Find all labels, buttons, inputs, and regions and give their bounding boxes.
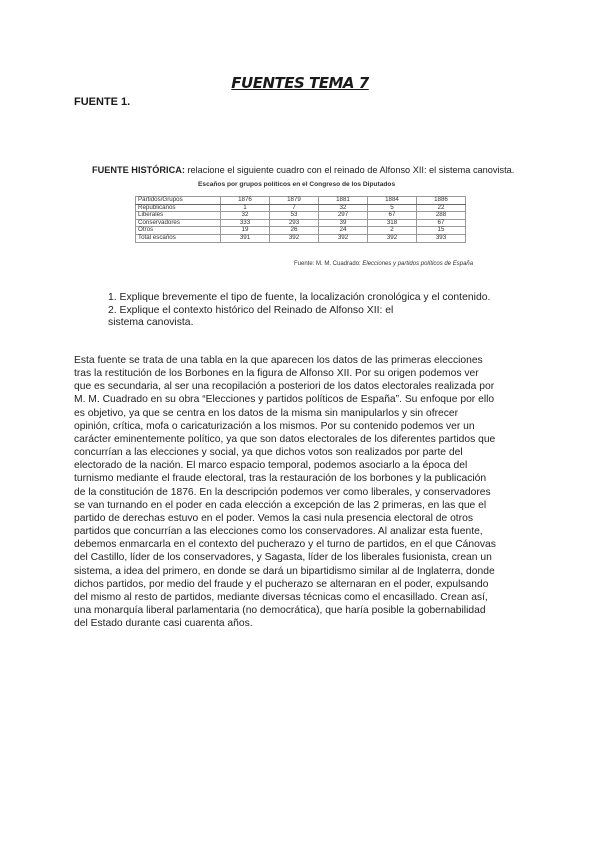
page-title: FUENTES TEMA 7	[231, 74, 369, 92]
table-cell: 67	[368, 212, 417, 220]
table-row	[136, 204, 466, 212]
body-line: partido de derechas estuvo en el poder. Vemos la casi nula presencia electoral de otros	[74, 512, 473, 524]
table-cell: 39	[319, 219, 368, 227]
table-cell: 1876	[221, 197, 270, 205]
table-cell: 1884	[368, 197, 417, 205]
table-row	[136, 219, 466, 227]
table-cell: 19	[221, 227, 270, 235]
table-cell: 53	[270, 212, 319, 220]
exercise-heading-text: relacione el siguiente cuadro con el reinado de Alfonso XII: el sistema canovista.	[184, 165, 515, 175]
table-cell: 288	[417, 212, 466, 220]
body-line: dichos partidos, por medio del fraude y el pucherazo se alternaran en el poder, expulsando	[74, 578, 489, 590]
body-line: una monarquía liberal parlamentaria (no democrática), que haría posible la gobernabilidad	[74, 604, 486, 616]
body-line: M. M. Cuadrado en su obra “Elecciones y partidos políticos de España”. Su enfoque por ello	[74, 394, 495, 406]
body-line: se van turnando en el poder en cada elección a excepción de las 2 primeras, en las que el	[74, 499, 487, 511]
body-line: partidos que concurrían a las elecciones como los conservadores. Al analizar esta fuente,	[74, 526, 483, 538]
table-cell: 7	[270, 204, 319, 212]
table-cell: 297	[319, 212, 368, 220]
body-line: es objetivo, ya que se centra en los datos de la misma sin manipularlos y sin ofrecer	[74, 407, 459, 419]
source-title: Elecciones y partidos políticos de España	[362, 261, 474, 267]
source-prefix: Fuente: M. M. Cuadrado:	[294, 261, 363, 267]
body-line: de la constitución de 1876. En la descripción podemos ver como liberales, y conservadores	[74, 486, 491, 498]
exercise-heading	[92, 165, 514, 175]
table-cell: 32	[319, 204, 368, 212]
table-source	[294, 261, 473, 267]
table-cell: 22	[417, 204, 466, 212]
table-cell: 293	[270, 219, 319, 227]
body-line: Esta fuente se trata de una tabla en la que aparecen los datos de las primeras elecciones	[74, 355, 483, 366]
table-cell: 24	[319, 227, 368, 235]
body-line: que es secundaria, al ser una recopilación a posteriori de los datos electorales realizada por	[74, 381, 495, 393]
table-row-label: Conservadores	[136, 219, 221, 227]
body-line: tras la restitución de los Borbones en la figura de Alfonso XII. Por su origen podemos ver	[74, 368, 479, 380]
body-line: concurrían a las elecciones y social, ya que dichos votos son realizados por parte del	[74, 447, 463, 459]
table-row	[136, 234, 466, 242]
table-row	[136, 227, 466, 235]
table-cell: 393	[417, 234, 466, 242]
table-cell: 1886	[417, 197, 466, 205]
seats-table	[135, 196, 466, 243]
table-row	[136, 212, 466, 220]
table-cell: 392	[368, 234, 417, 242]
body-text	[74, 354, 528, 630]
body-line: del mismo al resto de partidos, mediante diversas técnicas como el encasillado. Crean así,	[74, 591, 488, 603]
table-row-label: Otros	[136, 227, 221, 235]
table-cell: 2	[368, 227, 417, 235]
table-row-label: Total escaños	[136, 234, 221, 242]
body-line: del Estado durante casi cuarenta años.	[74, 618, 253, 630]
table-cell: 15	[417, 227, 466, 235]
body-line: carácter eminentemente político, ya que son datos electorales de los diferentes partidos que	[74, 433, 496, 445]
table-cell: 392	[270, 234, 319, 242]
body-line: sistema, a idea del primero, en donde se dará un bipartidismo similar al de Inglaterra, donde	[74, 565, 495, 577]
body-line: debemos enmarcarla en el contexto del pucherazo y el turno de partidos, en el que Cánovas	[74, 539, 496, 551]
table-cell: 5	[368, 204, 417, 212]
table-cell: 1881	[319, 197, 368, 205]
table-row-label: Republicanos	[136, 204, 221, 212]
body-line: electorado de la nación. El marco espacio temporal, podemos asociarlo a la época del	[74, 460, 468, 472]
body-line: del Castillo, líder de los conservadores, y Sagasta, líder de los liberales fusionista, crean un	[74, 552, 492, 564]
table-cell: 1	[221, 204, 270, 212]
table-cell: 391	[221, 234, 270, 242]
table-cell: 67	[417, 219, 466, 227]
table-header-row	[136, 197, 466, 205]
body-line: opinión, crítica, mofa o caricaturización a los mismos. Por su contenido podemos ver un	[74, 420, 475, 432]
table-caption: Escaños por grupos políticos en el Congreso de los Diputados	[198, 181, 396, 188]
body-line: turnismo mediante el fraude electoral, tras la restauración de los borbones y la publicación	[74, 473, 487, 485]
questions-block	[108, 292, 498, 330]
section-label: FUENTE 1.	[74, 96, 131, 108]
table-cell: 392	[319, 234, 368, 242]
table-cell: 1879	[270, 197, 319, 205]
table-cell: 318	[368, 219, 417, 227]
table-cell: 26	[270, 227, 319, 235]
table-cell: 32	[221, 212, 270, 220]
table-cell: 333	[221, 219, 270, 227]
question-1: 1. Explique brevemente el tipo de fuente, la localización cronológica y el contenido.	[108, 292, 491, 303]
table-row-label: Partidos/Grupos	[136, 197, 221, 205]
exercise-heading-bold: FUENTE HISTÓRICA:	[92, 165, 185, 175]
question-2: 2. Explique el contexto histórico del Reinado de Alfonso XII: el sistema canovista.	[108, 304, 394, 328]
table-row-label: Liberales	[136, 212, 221, 220]
